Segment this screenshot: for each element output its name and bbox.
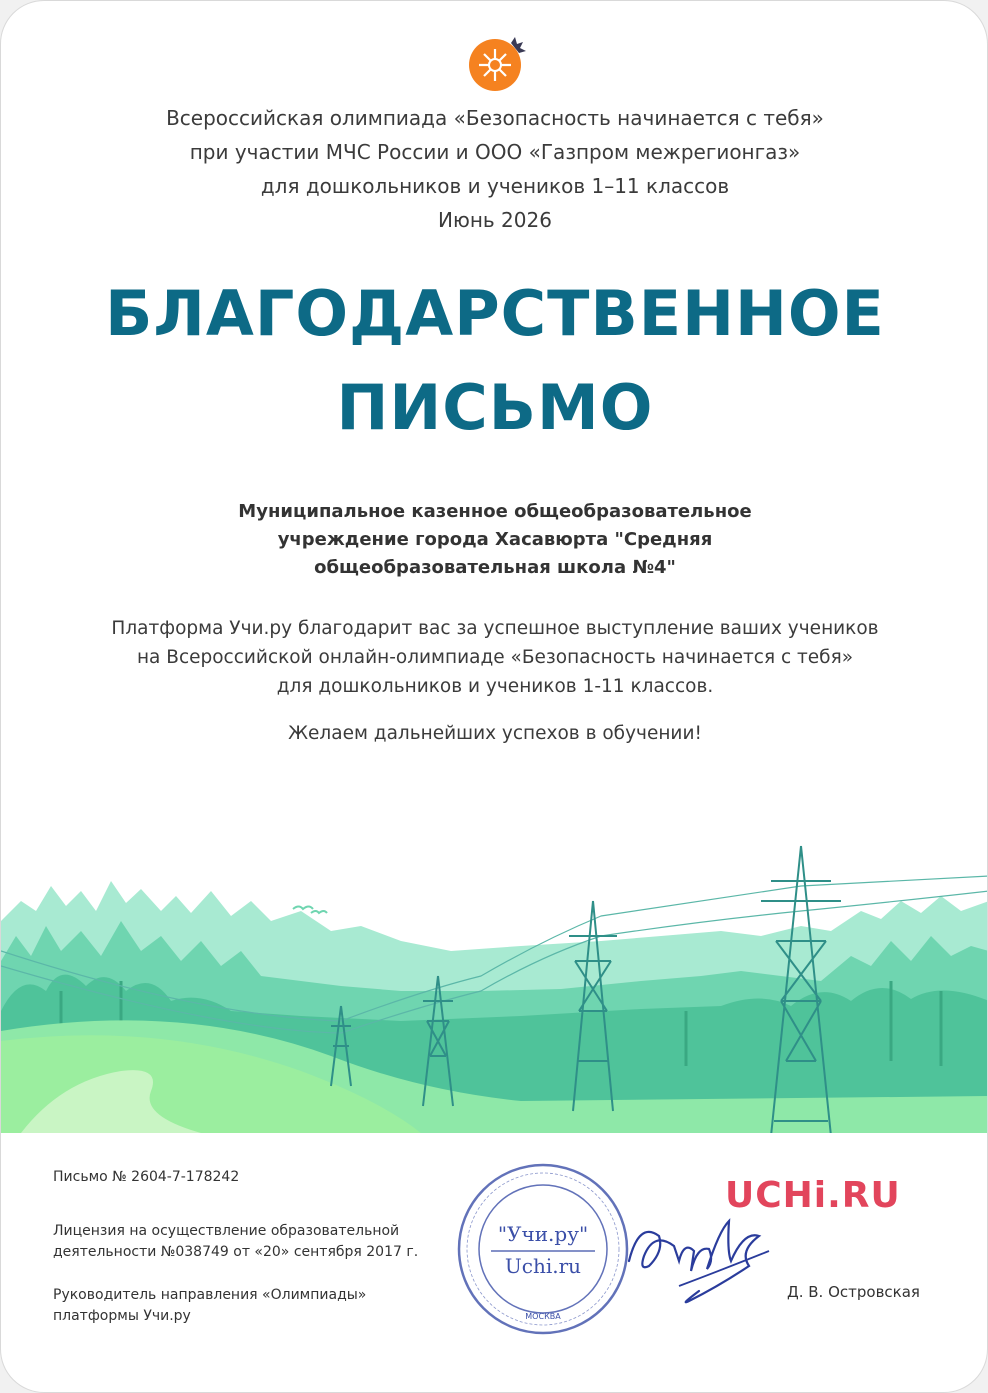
emergency-emblem-icon [467, 33, 527, 93]
uchi-ru-logo: UCHi.RU [725, 1175, 901, 1216]
stamp-text-line2: Uchi.ru [504, 1254, 582, 1278]
signer-role [53, 1285, 366, 1327]
header-line: Всероссийская олимпиада «Безопасность начинается с тебя» [166, 106, 824, 130]
license-line: деятельности №038749 от «20» сентября 2017 г. [53, 1244, 419, 1260]
recipient-line: общеобразовательная школа №4" [314, 557, 676, 578]
signer-name: Д. В. Островская [787, 1283, 920, 1301]
document-title-line2: ПИСЬМО [336, 371, 654, 444]
header-line: для дошкольников и учеников 1–11 классов [260, 174, 730, 198]
document-title-line1: БЛАГОДАРСТВЕННОЕ [105, 277, 885, 350]
header-line: при участии МЧС России и ООО «Газпром межрегионгаз» [189, 140, 801, 164]
forest-power-lines-illustration [1, 841, 988, 1133]
header-date: Июнь 2026 [438, 208, 552, 232]
recipient-line: учреждение города Хасавюрта "Средняя [277, 529, 713, 550]
license-line: Лицензия на осуществление образовательной [53, 1223, 400, 1239]
role-line: Руководитель направления «Олимпиады» [53, 1287, 367, 1303]
recipient-organization [1, 498, 988, 582]
message-line: для дошкольников и учеников 1-11 классов. [276, 676, 714, 697]
wish-line: Желаем дальнейших успехов в обучении! [288, 723, 702, 744]
license-info [53, 1221, 418, 1263]
recipient-line: Муниципальное казенное общеобразовательное [238, 501, 752, 522]
stamp-city: МОСКВА [525, 1312, 561, 1321]
role-line: платформы Учи.ру [53, 1308, 191, 1324]
stamp-text-line1: "Учи.ру" [497, 1222, 589, 1246]
olympiad-header [1, 101, 988, 237]
letter-number: Письмо № 2604-7-178242 [53, 1169, 240, 1185]
message-line: Платформа Учи.ру благодарит вас за успешное выступление ваших учеников [111, 618, 879, 639]
message-line: на Всероссийской онлайн-олимпиаде «Безопасность начинается с тебя» [136, 647, 854, 668]
company-seal-stamp [453, 1159, 633, 1339]
gratitude-message [1, 614, 988, 701]
